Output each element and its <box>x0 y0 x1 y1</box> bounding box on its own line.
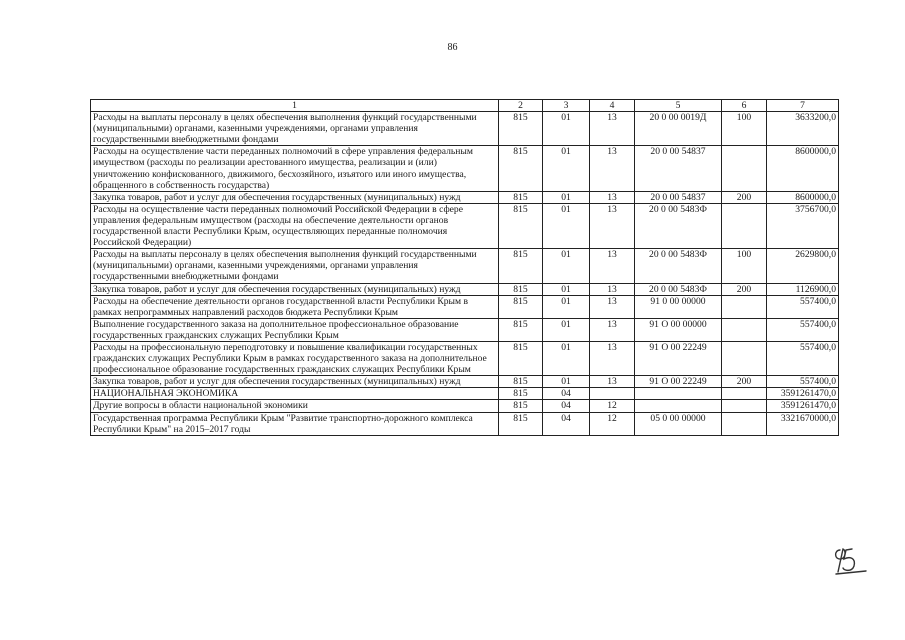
page-number: 86 <box>447 42 458 53</box>
row-section-cell: 01 <box>543 112 590 146</box>
table-row <box>91 412 839 435</box>
row-section-cell: 01 <box>543 203 590 248</box>
row-expense-type-cell <box>722 295 767 318</box>
row-expense-type-cell <box>722 146 767 191</box>
table-row <box>91 249 839 283</box>
row-section-cell: 04 <box>543 412 590 435</box>
budget-expenditure-table <box>90 99 839 436</box>
row-section-cell: 04 <box>543 400 590 412</box>
row-subsection-cell: 12 <box>590 412 635 435</box>
row-subsection-cell: 13 <box>590 203 635 248</box>
row-section-cell: 01 <box>543 146 590 191</box>
row-code-cell: 815 <box>499 191 543 203</box>
row-amount-cell: 1126900,0 <box>767 283 839 295</box>
row-section-cell: 01 <box>543 191 590 203</box>
row-target-article-cell <box>635 388 722 400</box>
handwritten-page-mark <box>832 540 872 580</box>
row-subsection-cell: 13 <box>590 341 635 375</box>
row-subsection-cell: 13 <box>590 249 635 283</box>
row-name-cell: Расходы на обеспечение деятельности органов государственной власти Республики Крым в рамках непрограммных направлений расходов бюджета Республики Крым <box>91 295 499 318</box>
row-target-article-cell: 20 0 00 0019Д <box>635 112 722 146</box>
row-name-cell: Закупка товаров, работ и услуг для обеспечения государственных (муниципальных) нужд <box>91 283 499 295</box>
row-code-cell: 815 <box>499 295 543 318</box>
row-code-cell: 815 <box>499 400 543 412</box>
row-expense-type-cell: 200 <box>722 283 767 295</box>
table-row <box>91 388 839 400</box>
row-code-cell: 815 <box>499 203 543 248</box>
row-expense-type-cell <box>722 400 767 412</box>
table-row <box>91 112 839 146</box>
column-header: 1 <box>91 100 499 112</box>
row-target-article-cell: 05 0 00 00000 <box>635 412 722 435</box>
row-amount-cell: 3756700,0 <box>767 203 839 248</box>
row-target-article-cell: 20 0 00 5483Ф <box>635 203 722 248</box>
row-expense-type-cell: 200 <box>722 191 767 203</box>
table-row <box>91 283 839 295</box>
row-name-cell: Расходы на выплаты персоналу в целях обеспечения выполнения функций государственными (муниципальными) органами, казенными учреждениями, органами управления государственными внебюджетными фондами <box>91 112 499 146</box>
row-target-article-cell: 91 0 00 00000 <box>635 295 722 318</box>
column-header: 2 <box>499 100 543 112</box>
column-header: 3 <box>543 100 590 112</box>
row-code-cell: 815 <box>499 376 543 388</box>
row-amount-cell: 3591261470,0 <box>767 388 839 400</box>
row-name-cell: НАЦИОНАЛЬНАЯ ЭКОНОМИКА <box>91 388 499 400</box>
row-section-cell: 01 <box>543 318 590 341</box>
row-section-cell: 01 <box>543 376 590 388</box>
row-name-cell: Расходы на профессиональную переподготовку и повышение квалификации государственных гражданских служащих Республики Крым в рамках государственного заказа на дополнительное профессиональное образование государственных гражданских служащих Республики Крым <box>91 341 499 375</box>
row-subsection-cell: 13 <box>590 112 635 146</box>
row-target-article-cell <box>635 400 722 412</box>
row-amount-cell: 8600000,0 <box>767 191 839 203</box>
column-header: 7 <box>767 100 839 112</box>
row-name-cell: Расходы на осуществление части переданных полномочий в сфере управления федеральным имуществом (расходы по реализации арестованного имущества, реализации и (или) уничтожению конфискованного, движимого, бесхозяйного, изъятого или иного имущества, обращенного в собственность государства) <box>91 146 499 191</box>
column-header: 5 <box>635 100 722 112</box>
row-name-cell: Расходы на осуществление части переданных полномочий Российской Федерации в сфере управления федеральным имуществом (расходы на обеспечение деятельности органов государственной власти Республики Крым, осуществляющих переданные полномочия Российской Федерации) <box>91 203 499 248</box>
row-expense-type-cell <box>722 412 767 435</box>
row-subsection-cell: 13 <box>590 376 635 388</box>
table-row <box>91 400 839 412</box>
row-subsection-cell: 13 <box>590 191 635 203</box>
row-expense-type-cell <box>722 388 767 400</box>
table-row <box>91 318 839 341</box>
row-amount-cell: 557400,0 <box>767 341 839 375</box>
row-section-cell: 04 <box>543 388 590 400</box>
row-code-cell: 815 <box>499 318 543 341</box>
row-code-cell: 815 <box>499 388 543 400</box>
row-target-article-cell: 20 0 00 54837 <box>635 146 722 191</box>
row-expense-type-cell <box>722 341 767 375</box>
column-header: 6 <box>722 100 767 112</box>
row-amount-cell: 8600000,0 <box>767 146 839 191</box>
row-subsection-cell: 13 <box>590 295 635 318</box>
row-amount-cell: 3591261470,0 <box>767 400 839 412</box>
row-code-cell: 815 <box>499 283 543 295</box>
row-target-article-cell: 91 О 00 22249 <box>635 376 722 388</box>
table-row <box>91 341 839 375</box>
row-subsection-cell: 13 <box>590 146 635 191</box>
row-section-cell: 01 <box>543 283 590 295</box>
row-section-cell: 01 <box>543 341 590 375</box>
row-amount-cell: 557400,0 <box>767 376 839 388</box>
row-subsection-cell: 12 <box>590 400 635 412</box>
row-expense-type-cell <box>722 203 767 248</box>
table-row <box>91 191 839 203</box>
row-name-cell: Государственная программа Республики Крым "Развитие транспортно-дорожного комплекса Республики Крым" на 2015–2017 годы <box>91 412 499 435</box>
row-expense-type-cell: 100 <box>722 112 767 146</box>
table-row <box>91 376 839 388</box>
table-row <box>91 203 839 248</box>
row-code-cell: 815 <box>499 112 543 146</box>
row-code-cell: 815 <box>499 412 543 435</box>
row-name-cell: Закупка товаров, работ и услуг для обеспечения государственных (муниципальных) нужд <box>91 376 499 388</box>
row-target-article-cell: 20 0 00 5483Ф <box>635 283 722 295</box>
table-row <box>91 295 839 318</box>
row-expense-type-cell: 200 <box>722 376 767 388</box>
row-name-cell: Другие вопросы в области национальной экономики <box>91 400 499 412</box>
row-subsection-cell: 13 <box>590 283 635 295</box>
row-code-cell: 815 <box>499 249 543 283</box>
row-section-cell: 01 <box>543 295 590 318</box>
row-expense-type-cell <box>722 318 767 341</box>
row-target-article-cell: 91 О 00 22249 <box>635 341 722 375</box>
table-row <box>91 146 839 191</box>
row-target-article-cell: 20 0 00 54837 <box>635 191 722 203</box>
row-subsection-cell: 13 <box>590 318 635 341</box>
row-amount-cell: 557400,0 <box>767 295 839 318</box>
row-amount-cell: 557400,0 <box>767 318 839 341</box>
row-target-article-cell: 91 О 00 00000 <box>635 318 722 341</box>
row-name-cell: Расходы на выплаты персоналу в целях обеспечения выполнения функций государственными (муниципальными) органами, казенными учреждениями, органами управления государственными внебюджетными фондами <box>91 249 499 283</box>
row-expense-type-cell: 100 <box>722 249 767 283</box>
row-amount-cell: 3633200,0 <box>767 112 839 146</box>
column-header: 4 <box>590 100 635 112</box>
row-code-cell: 815 <box>499 341 543 375</box>
table-body <box>91 112 839 436</box>
row-code-cell: 815 <box>499 146 543 191</box>
row-target-article-cell: 20 0 00 5483Ф <box>635 249 722 283</box>
row-amount-cell: 3321670000,0 <box>767 412 839 435</box>
row-subsection-cell <box>590 388 635 400</box>
table-header-row <box>91 100 839 112</box>
row-name-cell: Закупка товаров, работ и услуг для обеспечения государственных (муниципальных) нужд <box>91 191 499 203</box>
row-name-cell: Выполнение государственного заказа на дополнительное профессиональное образование государственных гражданских служащих Республики Крым <box>91 318 499 341</box>
row-section-cell: 01 <box>543 249 590 283</box>
row-amount-cell: 2629800,0 <box>767 249 839 283</box>
